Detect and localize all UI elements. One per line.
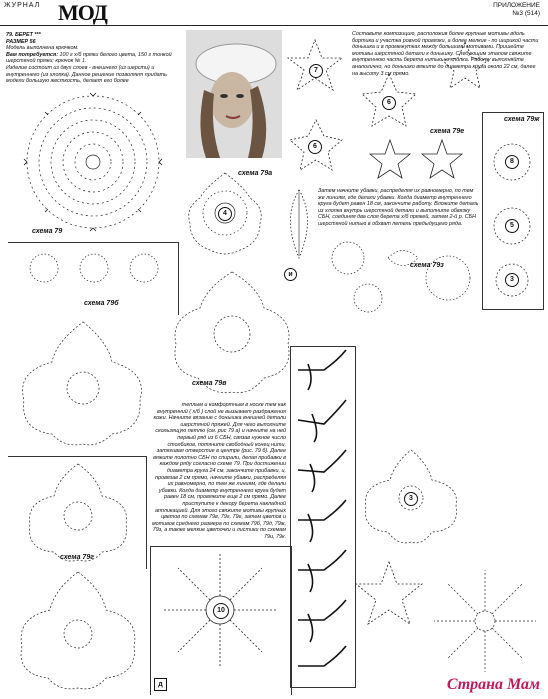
motif-number-5b: 5 [505,219,519,233]
article-title: 79. БЕРЕТ *** [6,32,41,38]
scheme-79a-label: схема 79а [238,170,273,177]
model-note: Модель выполнена крючком. [6,45,79,52]
magazine-logo: МОД [58,0,107,25]
scheme-79-diagram [8,90,178,230]
mid-text: Затем начните убавки, распределяя их равномерно, по тем же линиям, где делали убавки. Когда диаметр внутреннего круга будет равен 18 см, закончите работу. Вложите деталь из хлопка внутрь шерстяной детали и выполните обвязку СБН, соединяя два слоя берета х/б пряжей, затем 2-й р. СБН шерстяной нитью в обхват петель предыдущего ряда. [318,188,479,227]
motif-number-3a: 3 [505,273,519,287]
motif-number-3b: 3 [404,492,418,506]
leaf-diagram [282,188,316,260]
motif-number-6a: 6 [308,140,322,154]
motif-number-7: 7 [309,64,323,78]
scheme-79b-diagram [14,248,174,308]
scheme-79b-label: схема 79б [84,300,119,307]
flower-small-diagram [440,40,490,90]
description: Изделие состоит из двух слоев - внешнего (из шерсти) и внутреннего (из хлопка). Данное решение позволяет придать модели большую жесткость, делает его более [6,64,167,85]
supplement-label: ПРИЛОЖЕНИЕ [493,2,540,9]
model-photo [186,30,282,158]
technique-illustrations [294,350,350,680]
flower-bottom-left [8,568,148,694]
scheme-79g-label: схема 79г [60,554,94,561]
motif-number-8: 8 [505,155,519,169]
scheme-79v-label: схема 79в [192,380,227,387]
right-text: Составьте композицию, расположив более крупные мотивы вдоль бортика и участка ровной провязки, а более мелкие - по ширикой части донышка и в промежутках между большими мотивами. Пришейте мотивы шерстяной детали к донышку. Следующим этапом свяжите внутреннюю часть берета нитью из хлопка. Работу выполняйте аналогично, но донышко вяжите до диаметра круга около 22 см, далее на высоту 3 см прямо. [352,31,539,77]
scheme-79g-diagram [14,460,142,566]
flower-star-a [368,138,412,182]
scheme-79zh-label: схема 79ж [504,116,540,123]
article-size: РАЗМЕР 56 [6,38,36,45]
flower-star-b [420,138,464,182]
scheme-79v-diagram [164,268,300,398]
issue-number: №3 (514) [512,10,540,17]
header-rule [0,25,548,26]
flower-star-bottom-right [430,566,540,676]
large-flower-left [8,318,158,450]
article-intro [6,32,186,85]
watermark-logo: Страна Мам [446,676,540,693]
motif-number-4a: 4 [218,207,232,221]
label-d: д [154,678,167,691]
scheme-79z-diagram [328,238,478,318]
scheme-79e-label: схема 79е [430,128,465,135]
issue-info [493,2,540,18]
motif-number-10: 10 [213,603,229,619]
motif-number-6b: 6 [382,96,396,110]
scheme-79z-label: схема 79з [410,262,444,269]
magazine-prefix: ЖУРНАЛ [4,2,41,9]
bottom-text: теплым и комфортным в носке тем как внутренний ( х/б ) слой не вызывает раздражения кожи. Начните вязание с донышка внешней детали шерстяной пряжей. Для чего выполните скользящую петлю (см. рис 79 а) и начните на ней первый ряд из 6 СБН, связав нужное число столбиков, потяните свободный конец нити, затягивая отверстие в центре (рис. 79 б). Далее вяжите полотно СБН по спирали, делая прибавки в каждом ряду согласно схеме 79. При достижении диаметра круга 24 см, закончите прибавки, и, провязав 2 см прямо, начните убавки, распределяя их равномерно, по тем же линиям, где делали убавки. Когда диаметр внутреннего круга будет равен 18 см, провяжите еще 2 см прямо. Далее приступите к декору берета накладной аппликацией. Для этого свяжите мотивы крупных цветов по схемам 79в, 79г, 79е, затем цветов и мотивов среднего размера по схемам 79б, 79д, 79ж, 79з, а также мелкие цветочки и листики по схемам 79и, 79к. [151,402,286,540]
scheme-79-label: схема 79 [32,228,63,235]
label-i: и [284,268,297,281]
materials: Вам потребуется: 100 г х/б пряжи белого цвета, 150 г тонкой шерстяной пряжи; крючок № 1. [6,51,172,65]
flower-small-bottom [354,560,424,630]
